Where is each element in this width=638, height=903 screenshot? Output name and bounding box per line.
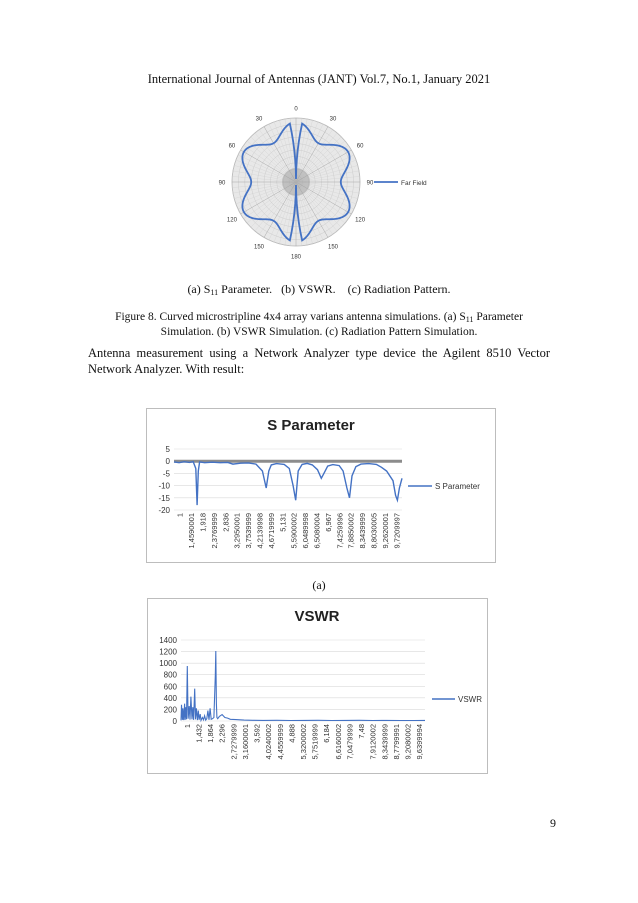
x-tick-label: 7,48 <box>357 724 367 739</box>
x-tick-label: 6,6160002 <box>333 724 343 760</box>
x-tick-label: 4,888 <box>287 724 297 743</box>
polar-angle-label: 120 <box>226 217 237 224</box>
x-tick-label: 7,4259996 <box>335 513 345 549</box>
x-tick-label: 9,2620001 <box>380 513 390 549</box>
y-tick-label: 1000 <box>159 659 177 669</box>
polar-angle-label: 30 <box>329 116 337 123</box>
polar-angle-label: 120 <box>355 217 366 224</box>
body-paragraph: Antenna measurement using a Network Analyzer type device the Agilent 8510 Vector Network Analyzer. With result: <box>88 346 550 376</box>
y-tick-label: 800 <box>163 670 177 680</box>
x-tick-label: 6,0489998 <box>301 513 311 549</box>
x-tick-label: 9,6399994 <box>415 724 425 760</box>
s-parameter-legend-label: S Parameter <box>435 482 480 491</box>
subfigure-caption: (a) $S_{11}$ Parameter. (b) VSWR. (c) Radiation Pattern. <box>187 282 451 297</box>
polar-angle-label: 180 <box>290 254 302 261</box>
x-tick-label: 1 <box>175 513 185 518</box>
x-tick-label: 5,3200002 <box>299 724 308 760</box>
y-tick-label: 200 <box>163 705 177 715</box>
vswr-title: VSWR <box>294 608 340 625</box>
x-tick-label: 6,5080004 <box>312 513 322 549</box>
x-tick-label: 4,4559999 <box>275 724 285 760</box>
x-tick-label: 3,2950001 <box>232 513 242 549</box>
y-tick-label: 0 <box>165 457 170 467</box>
y-tick-label: -20 <box>158 506 170 515</box>
x-tick-label: 9,7209997 <box>392 513 402 549</box>
polar-angle-label: 150 <box>253 244 265 251</box>
y-tick-label: 600 <box>163 682 177 692</box>
x-tick-label: 1,432 <box>194 724 204 743</box>
x-tick-label: 5,5900002 <box>289 513 299 549</box>
y-tick-label: 1400 <box>159 636 177 645</box>
x-tick-label: 9,2080002 <box>403 724 413 760</box>
x-tick-label: 2,7279999 <box>229 724 239 760</box>
x-tick-label: 6,184 <box>322 724 332 743</box>
polar-angle-label: 90 <box>366 180 374 187</box>
x-tick-label: 3,1600001 <box>240 724 250 760</box>
x-tick-label: 8,7799991 <box>391 724 401 760</box>
polar-angle-label: 60 <box>356 143 364 150</box>
vswr-legend-label: VSWR <box>458 695 482 704</box>
polar-angle-label: 0 <box>294 106 298 113</box>
subfigure-a-label: (a) <box>312 578 326 592</box>
x-tick-label: 1 <box>182 724 192 729</box>
y-tick-label: -15 <box>158 493 170 503</box>
x-tick-label: 5,131 <box>278 513 288 532</box>
y-tick-label: 5 <box>165 445 170 454</box>
x-tick-label: 7,9120002 <box>368 724 378 760</box>
figure-caption: Figure 8. Curved microstripline 4x4 array varians antenna simulations. (a) $S_{11}$ Parameter Simulation. (b) VSWR Simulation. (c) Radiation Pattern Simulation. <box>115 311 523 338</box>
x-tick-label: 1,4590001 <box>187 513 197 549</box>
x-tick-label: 8,8030005 <box>369 513 379 549</box>
s-parameter-chart <box>146 408 496 563</box>
x-tick-label: 2,836 <box>221 513 231 532</box>
polar-legend-label: Far Field <box>401 180 427 187</box>
x-tick-label: 4,2139998 <box>255 513 265 549</box>
x-tick-label: 1,918 <box>198 513 208 532</box>
x-tick-label: 2,296 <box>217 724 227 743</box>
x-tick-label: 6,967 <box>323 513 333 532</box>
y-tick-label: 1200 <box>159 647 177 657</box>
page-header: International Journal of Antennas (JANT) Vol.7, No.1, January 2021 <box>147 72 491 86</box>
x-tick-label: 8,3439999 <box>380 724 390 760</box>
y-tick-label: -10 <box>158 481 170 491</box>
x-tick-label: 7,0479999 <box>345 724 355 760</box>
y-tick-label: -5 <box>162 469 170 479</box>
x-tick-label: 8,3439999 <box>358 513 368 549</box>
x-tick-label: 5,7519999 <box>310 724 320 760</box>
x-tick-label: 4,0240002 <box>264 724 274 760</box>
polar-angle-label: 150 <box>327 244 339 251</box>
s-parameter-title: S Parameter <box>267 417 355 434</box>
page-number: 9 <box>550 816 556 830</box>
polar-angle-label: 30 <box>255 116 263 123</box>
x-tick-label: 1,864 <box>206 724 216 743</box>
y-tick-label: 0 <box>172 717 177 726</box>
vswr-chart <box>147 598 488 774</box>
x-tick-label: 7,8850002 <box>346 513 356 549</box>
x-tick-label: 3,7539999 <box>244 513 254 549</box>
polar-angle-label: 90 <box>218 180 226 187</box>
radiation-pattern-chart <box>190 98 490 273</box>
y-tick-label: 400 <box>163 693 177 703</box>
x-tick-label: 4,6719999 <box>266 513 276 549</box>
x-tick-label: 3,592 <box>252 724 262 743</box>
polar-angle-label: 60 <box>228 143 236 150</box>
x-tick-label: 2,3769999 <box>209 513 219 549</box>
